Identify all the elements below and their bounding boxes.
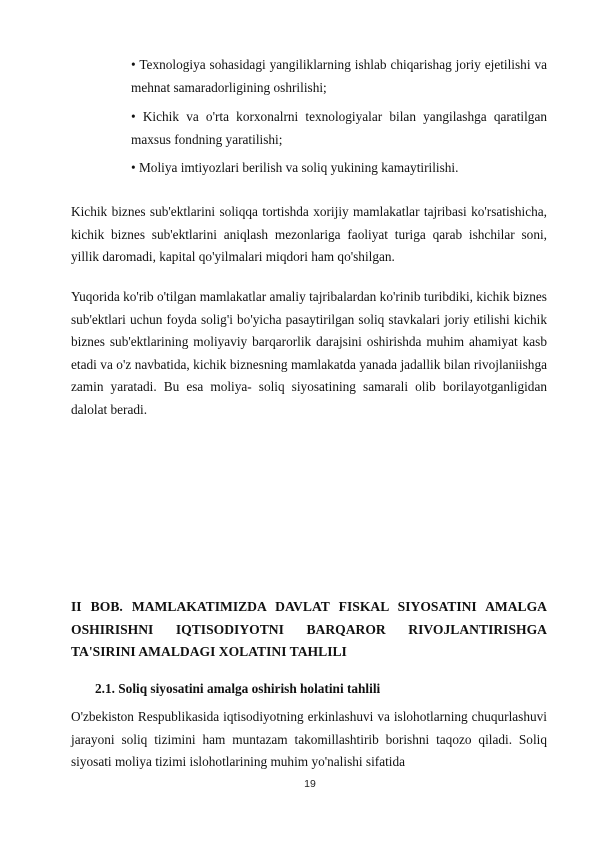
bullet-list — [131, 54, 547, 186]
chapter-title: II BOB. MAMLAKATIMIZDA DAVLAT FISKAL SIYOSATINI AMALGA OSHIRISHNI IQTISODIYOTNI BARQAROR RIVOJLANTIRISHGA TA'SIRINI AMALDAGI XOLATINI TAHLILI — [71, 599, 547, 659]
section-title: 2.1. Soliq siyosatini amalga oshirish holatini tahlili — [95, 681, 381, 696]
bullet-item: • Kichik va o'rta korxonalrni texnologiyalar bilan yangilashga qaratilgan maxsus fondning yaratilishi; — [131, 109, 547, 147]
paragraph-conclusion: Yuqorida ko'rib o'tilgan mamlakatlar amaliy tajribalardan ko'rinib turibdiki, kichik biznes sub'ektlari uchun foyda solig'i bo'yicha pasaytirilgan soliq stavkalari joriy etilishi kichik biznes sub'ektlarining moliyaviy barqarorlik darajsini oshirishda muhim ahamiyat kasb etadi va o'z navbatida, kichik biznesning mamlakatda yanada jadallik bilan rivojlaniishga zamin yaratadi. Bu esa moliya- soliq siyosatining samarali olib borilayotganligidan dalolat beradi. — [71, 289, 547, 417]
page-number: 19 — [304, 778, 316, 790]
bullet-item: • Moliya imtiyozlari berilish va soliq yukining kamaytirilishi. — [131, 160, 459, 175]
paragraph-foreign-experience: Kichik biznes sub'ektlarini soliqqa tortishda xorijiy mamlakatlar tajribasi ko'rsatishicha, kichik biznes sub'ektlarini aniqlash mezonlariga faoliyat turiga qarab ishchilar soni, yillik daromadi, kapital qo'yilmalari miqdori ham qo'shilgan. — [71, 204, 547, 264]
bullet-item: • Texnologiya sohasidagi yangiliklarning ishlab chiqarishag joriy ejetilishi va mehnat samaradorligining oshrilishi; — [131, 57, 547, 95]
paragraph-section-intro: O'zbekiston Respublikasida iqtisodiyotning erkinlashuvi va islohotlarning chuqurlashuvi jarayoni soliq tizimini ham muntazam takomillashtirib borishni taqozo qiladi. Soliq siyosati moliya tizimi islohotlarining muhim yo'nalishi sifatida — [71, 709, 547, 769]
